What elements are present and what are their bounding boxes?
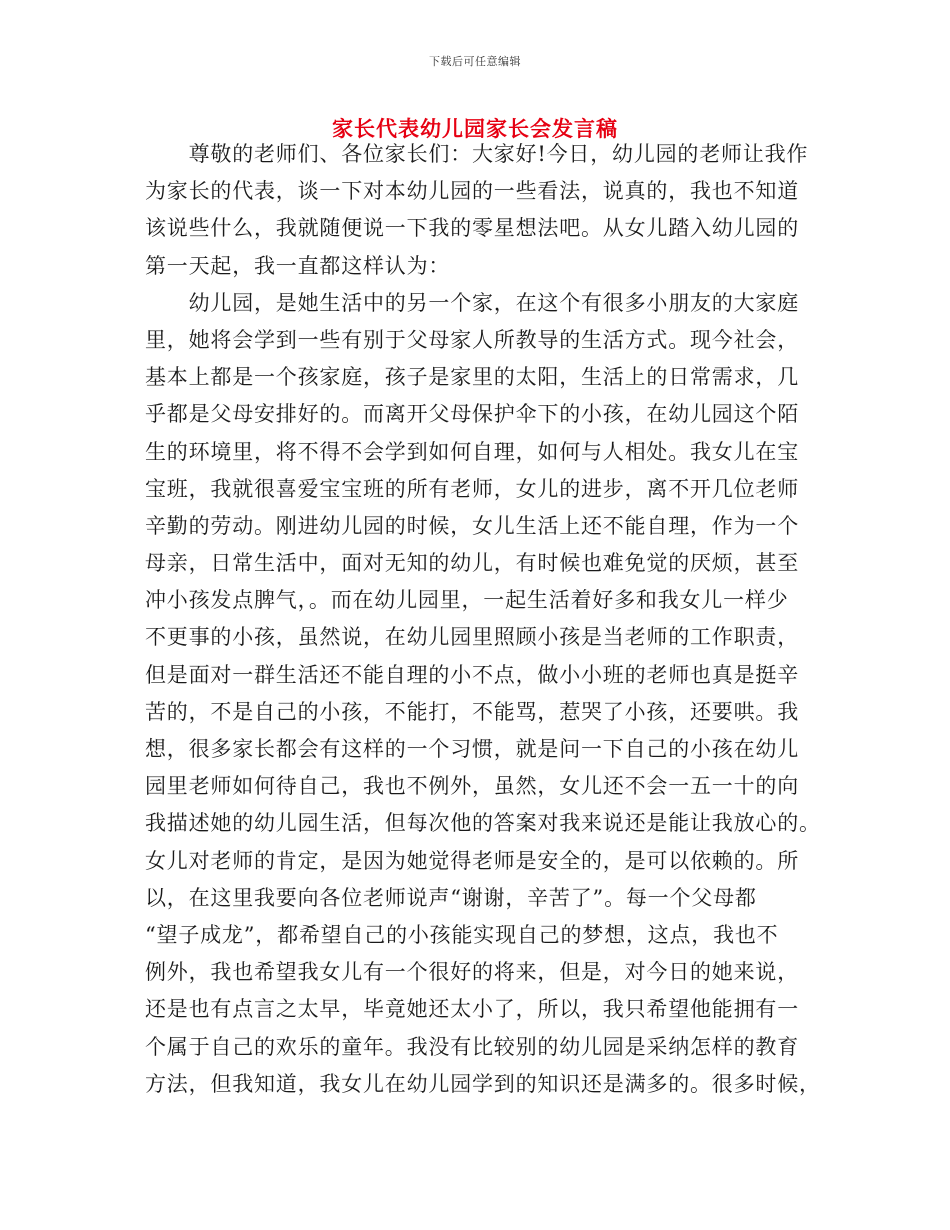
text-line: 该说些什么，我就随便说一下我的零星想法吧。从女儿踏入幼儿园的 xyxy=(145,216,799,241)
text-line: “望子成龙”，都希望自己的小孩能实现自己的梦想，这点，我也不 xyxy=(145,922,779,947)
text-line: 方法，但我知道，我女儿在幼儿园学到的知识还是满多的。很多时候， xyxy=(145,1071,821,1096)
text-line: 第一天起，我一直都这样认为： xyxy=(145,253,451,278)
text-line: 不更事的小孩，虽然说，在幼儿园里照顾小孩是当老师的工作职责， xyxy=(145,625,799,650)
text-line: 尊敬的老师们、各位家长们：大家好!今日，幼儿园的老师让我作 xyxy=(145,142,809,166)
text-line: 个属于自己的欢乐的童年。我没有比较别的幼儿园是采纳怎样的教育 xyxy=(145,1034,799,1059)
text-line: 但是面对一群生活还不能自理的小不点，做小小班的老师也真是挺辛 xyxy=(145,662,799,687)
text-line: 我描述她的幼儿园生活，但每次他的答案对我来说还是能让我放心的。 xyxy=(145,811,821,836)
text-line: 以，在这里我要向各位老师说声“谢谢，辛苦了”。每一个父母都 xyxy=(145,885,757,910)
text-line: 例外，我也希望我女儿有一个很好的将来，但是，对今日的她来说， xyxy=(145,960,799,985)
text-line: 冲小孩发点脾气，。而在幼儿园里，一起生活着好多和我女儿一样少 xyxy=(145,588,789,613)
text-line: 园里老师如何待自己，我也不例外，虽然，女儿还不会一五一十的向 xyxy=(145,774,799,799)
text-line: 幼儿园，是她生活中的另一个家，在这个有很多小朋友的大家庭 xyxy=(145,290,799,315)
text-line: 母亲，日常生活中，面对无知的幼儿，有时候也难免觉的厌烦，甚至 xyxy=(145,551,799,576)
text-line: 苦的，不是自己的小孩，不能打，不能骂，惹哭了小孩，还要哄。我 xyxy=(145,699,799,724)
text-line: 里，她将会学到一些有别于父母家人所教导的生活方式。现今社会， xyxy=(145,327,799,352)
document-title: 家长代表幼儿园家长会发言稿 xyxy=(332,116,618,141)
text-line: 基本上都是一个孩家庭，孩子是家里的太阳，生活上的日常需求，几 xyxy=(145,365,799,390)
text-line: 乎都是父母安排好的。而离开父母保护伞下的小孩，在幼儿园这个陌 xyxy=(145,402,799,427)
text-line: 想，很多家长都会有这样的一个习惯，就是问一下自己的小孩在幼儿 xyxy=(145,737,799,761)
text-line: 还是也有点言之太早，毕竟她还太小了，所以，我只希望他能拥有一 xyxy=(145,997,799,1022)
text-line: 女儿对老师的肯定，是因为她觉得老师是安全的，是可以依赖的。所 xyxy=(145,848,799,873)
header-note: 下载后可任意编辑 xyxy=(429,55,521,68)
text-line: 生的环境里，将不得不会学到如何自理，如何与人相处。我女儿在宝 xyxy=(145,439,799,464)
text-line: 宝班，我就很喜爱宝宝班的所有老师，女儿的进步，离不开几位老师 xyxy=(145,476,799,501)
text-line: 为家长的代表，谈一下对本幼儿园的一些看法，说真的，我也不知道 xyxy=(145,179,799,204)
body-text xyxy=(145,136,821,1103)
text-line: 辛勤的劳动。刚进幼儿园的时候，女儿生活上还不能自理，作为一个 xyxy=(145,513,799,538)
